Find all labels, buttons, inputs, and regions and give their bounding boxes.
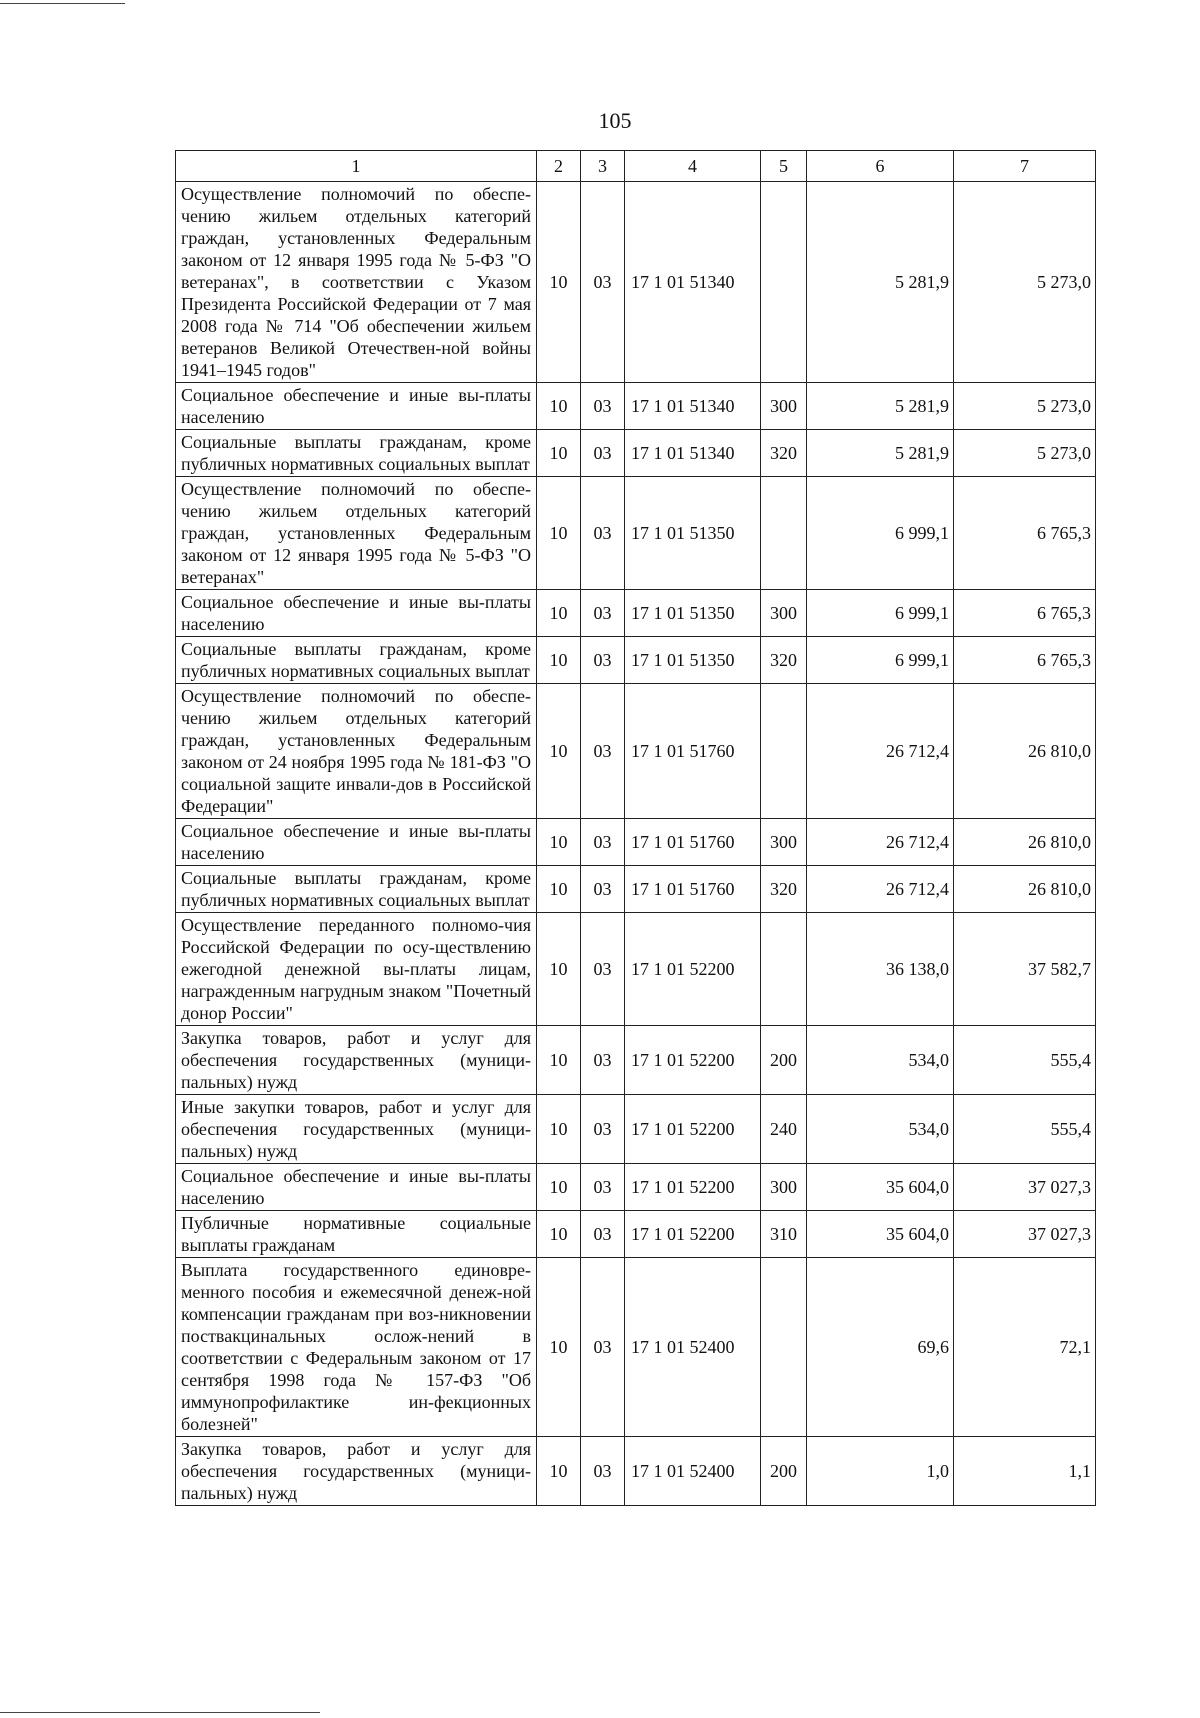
scan-edge-line-top xyxy=(0,3,125,4)
row-section-code: 10 xyxy=(537,430,581,477)
row-section-code: 10 xyxy=(537,182,581,383)
row-amount-year-1: 6 999,1 xyxy=(807,477,954,590)
table-header xyxy=(176,151,1096,182)
row-target-article: 17 1 01 51760 xyxy=(625,819,761,866)
row-amount-year-1: 534,0 xyxy=(807,1095,954,1164)
row-section-code: 10 xyxy=(537,1258,581,1437)
row-target-article: 17 1 01 51350 xyxy=(625,590,761,637)
row-description: Социальное обеспечение и иные вы-платы населению xyxy=(176,590,537,637)
row-amount-year-1: 1,0 xyxy=(807,1437,954,1506)
row-description: Социальное обеспечение и иные вы-платы населению xyxy=(176,819,537,866)
header-col-1: 1 xyxy=(176,151,537,182)
row-target-article: 17 1 01 52400 xyxy=(625,1258,761,1437)
row-description: Закупка товаров, работ и услуг для обеспечения государственных (муници-пальных) нужд xyxy=(176,1026,537,1095)
row-amount-year-1: 69,6 xyxy=(807,1258,954,1437)
row-amount-year-1: 26 712,4 xyxy=(807,684,954,819)
row-subsection-code: 03 xyxy=(581,590,625,637)
scan-edge-line-bottom xyxy=(0,1712,320,1713)
row-description: Социальные выплаты гражданам, кроме публичных нормативных социальных выплат xyxy=(176,637,537,684)
row-target-article: 17 1 01 52200 xyxy=(625,1026,761,1095)
row-amount-year-1: 26 712,4 xyxy=(807,819,954,866)
row-description: Социальные выплаты гражданам, кроме публичных нормативных социальных выплат xyxy=(176,430,537,477)
row-amount-year-2: 6 765,3 xyxy=(954,477,1096,590)
row-target-article: 17 1 01 51350 xyxy=(625,637,761,684)
row-subsection-code: 03 xyxy=(581,1026,625,1095)
table-row xyxy=(176,590,1096,637)
row-section-code: 10 xyxy=(537,1095,581,1164)
table-row xyxy=(176,182,1096,383)
table-row xyxy=(176,1026,1096,1095)
row-expense-type xyxy=(761,477,807,590)
row-subsection-code: 03 xyxy=(581,1164,625,1211)
header-col-4: 4 xyxy=(625,151,761,182)
table-row xyxy=(176,866,1096,913)
header-col-3: 3 xyxy=(581,151,625,182)
row-subsection-code: 03 xyxy=(581,430,625,477)
row-amount-year-1: 26 712,4 xyxy=(807,866,954,913)
row-target-article: 17 1 01 52200 xyxy=(625,913,761,1026)
row-subsection-code: 03 xyxy=(581,1095,625,1164)
row-section-code: 10 xyxy=(537,383,581,430)
row-amount-year-2: 5 273,0 xyxy=(954,182,1096,383)
row-subsection-code: 03 xyxy=(581,1211,625,1258)
budget-table xyxy=(175,150,1096,1506)
row-section-code: 10 xyxy=(537,819,581,866)
table-row xyxy=(176,430,1096,477)
table-row xyxy=(176,1437,1096,1506)
row-description: Социальное обеспечение и иные вы-платы населению xyxy=(176,1164,537,1211)
table-row xyxy=(176,819,1096,866)
row-subsection-code: 03 xyxy=(581,866,625,913)
row-description: Осуществление полномочий по обеспе-чению жильем отдельных категорий граждан, установленных Федеральным законом от 12 января 1995 года № 5-ФЗ "О ветеранах" xyxy=(176,477,537,590)
row-description: Публичные нормативные социальные выплаты гражданам xyxy=(176,1211,537,1258)
table-row xyxy=(176,913,1096,1026)
row-amount-year-2: 1,1 xyxy=(954,1437,1096,1506)
row-amount-year-1: 6 999,1 xyxy=(807,590,954,637)
row-amount-year-1: 6 999,1 xyxy=(807,637,954,684)
row-target-article: 17 1 01 51760 xyxy=(625,684,761,819)
row-subsection-code: 03 xyxy=(581,1437,625,1506)
row-subsection-code: 03 xyxy=(581,477,625,590)
table-body xyxy=(176,182,1096,1506)
row-expense-type: 300 xyxy=(761,590,807,637)
row-expense-type xyxy=(761,913,807,1026)
row-section-code: 10 xyxy=(537,1211,581,1258)
row-target-article: 17 1 01 51350 xyxy=(625,477,761,590)
page-number: 105 xyxy=(598,108,632,133)
row-amount-year-1: 5 281,9 xyxy=(807,383,954,430)
row-expense-type: 300 xyxy=(761,819,807,866)
table-row xyxy=(176,1211,1096,1258)
row-section-code: 10 xyxy=(537,1164,581,1211)
row-amount-year-2: 26 810,0 xyxy=(954,866,1096,913)
header-col-7: 7 xyxy=(954,151,1096,182)
row-target-article: 17 1 01 52400 xyxy=(625,1437,761,1506)
header-row xyxy=(176,151,1096,182)
row-description: Осуществление полномочий по обеспе-чению жильем отдельных категорий граждан, установленных Федеральным законом от 24 ноября 1995 года № 181-ФЗ "О социальной защите инвали-дов в Российской Федерации" xyxy=(176,684,537,819)
row-expense-type: 320 xyxy=(761,430,807,477)
row-section-code: 10 xyxy=(537,1026,581,1095)
row-expense-type xyxy=(761,182,807,383)
row-description: Осуществление полномочий по обеспе-чению жильем отдельных категорий граждан, установленных Федеральным законом от 12 января 1995 года № 5-ФЗ "О ветеранах", в соответствии с Указом Президента Российской Федерации от 7 мая 2008 года № 714 "Об обеспечении жильем ветеранов Великой Отечествен-ной войны 1941–1945 годов" xyxy=(176,182,537,383)
row-expense-type: 200 xyxy=(761,1026,807,1095)
table-row xyxy=(176,1258,1096,1437)
row-expense-type xyxy=(761,684,807,819)
row-amount-year-2: 37 027,3 xyxy=(954,1211,1096,1258)
row-expense-type: 320 xyxy=(761,866,807,913)
row-subsection-code: 03 xyxy=(581,182,625,383)
row-section-code: 10 xyxy=(537,590,581,637)
table-row xyxy=(176,1164,1096,1211)
row-amount-year-2: 72,1 xyxy=(954,1258,1096,1437)
row-amount-year-2: 6 765,3 xyxy=(954,637,1096,684)
row-expense-type: 300 xyxy=(761,383,807,430)
row-section-code: 10 xyxy=(537,637,581,684)
row-subsection-code: 03 xyxy=(581,383,625,430)
row-amount-year-1: 5 281,9 xyxy=(807,182,954,383)
row-amount-year-2: 5 273,0 xyxy=(954,383,1096,430)
row-description: Осуществление переданного полномо-чия Российской Федерации по осу-ществлению ежегодной денежной вы-платы лицам, награжденным нагрудным знаком "Почетный донор России" xyxy=(176,913,537,1026)
row-subsection-code: 03 xyxy=(581,819,625,866)
row-description: Социальное обеспечение и иные вы-платы населению xyxy=(176,383,537,430)
row-amount-year-2: 5 273,0 xyxy=(954,430,1096,477)
row-section-code: 10 xyxy=(537,684,581,819)
row-amount-year-1: 35 604,0 xyxy=(807,1164,954,1211)
row-description: Социальные выплаты гражданам, кроме публичных нормативных социальных выплат xyxy=(176,866,537,913)
row-amount-year-2: 555,4 xyxy=(954,1095,1096,1164)
row-target-article: 17 1 01 52200 xyxy=(625,1164,761,1211)
table-row xyxy=(176,637,1096,684)
row-amount-year-1: 35 604,0 xyxy=(807,1211,954,1258)
row-target-article: 17 1 01 52200 xyxy=(625,1095,761,1164)
row-amount-year-2: 555,4 xyxy=(954,1026,1096,1095)
header-col-5: 5 xyxy=(761,151,807,182)
table-row xyxy=(176,1095,1096,1164)
row-description: Иные закупки товаров, работ и услуг для обеспечения государственных (муници-пальных) нужд xyxy=(176,1095,537,1164)
row-amount-year-2: 37 027,3 xyxy=(954,1164,1096,1211)
row-expense-type xyxy=(761,1258,807,1437)
row-expense-type: 300 xyxy=(761,1164,807,1211)
row-section-code: 10 xyxy=(537,866,581,913)
row-amount-year-2: 26 810,0 xyxy=(954,819,1096,866)
row-section-code: 10 xyxy=(537,1437,581,1506)
row-amount-year-1: 36 138,0 xyxy=(807,913,954,1026)
row-description: Закупка товаров, работ и услуг для обеспечения государственных (муници-пальных) нужд xyxy=(176,1437,537,1506)
row-amount-year-2: 37 582,7 xyxy=(954,913,1096,1026)
row-subsection-code: 03 xyxy=(581,637,625,684)
row-section-code: 10 xyxy=(537,477,581,590)
row-expense-type: 200 xyxy=(761,1437,807,1506)
row-subsection-code: 03 xyxy=(581,1258,625,1437)
row-amount-year-2: 6 765,3 xyxy=(954,590,1096,637)
table-row xyxy=(176,477,1096,590)
row-amount-year-1: 5 281,9 xyxy=(807,430,954,477)
row-expense-type: 240 xyxy=(761,1095,807,1164)
row-target-article: 17 1 01 52200 xyxy=(625,1211,761,1258)
row-expense-type: 310 xyxy=(761,1211,807,1258)
row-subsection-code: 03 xyxy=(581,913,625,1026)
row-section-code: 10 xyxy=(537,913,581,1026)
header-col-6: 6 xyxy=(807,151,954,182)
table-row xyxy=(176,684,1096,819)
row-expense-type: 320 xyxy=(761,637,807,684)
row-target-article: 17 1 01 51340 xyxy=(625,383,761,430)
row-subsection-code: 03 xyxy=(581,684,625,819)
row-target-article: 17 1 01 51340 xyxy=(625,182,761,383)
row-amount-year-2: 26 810,0 xyxy=(954,684,1096,819)
row-description: Выплата государственного единовре-менного пособия и ежемесячной денеж-ной компенсации гражданам при воз-никновении поствакцинальных ослож-нений в соответствии с Федеральным законом от 17 сентября 1998 года № 157-ФЗ "Об иммунопрофилактике ин-фекционных болезней" xyxy=(176,1258,537,1437)
header-col-2: 2 xyxy=(537,151,581,182)
table-row xyxy=(176,383,1096,430)
row-target-article: 17 1 01 51760 xyxy=(625,866,761,913)
row-amount-year-1: 534,0 xyxy=(807,1026,954,1095)
row-target-article: 17 1 01 51340 xyxy=(625,430,761,477)
